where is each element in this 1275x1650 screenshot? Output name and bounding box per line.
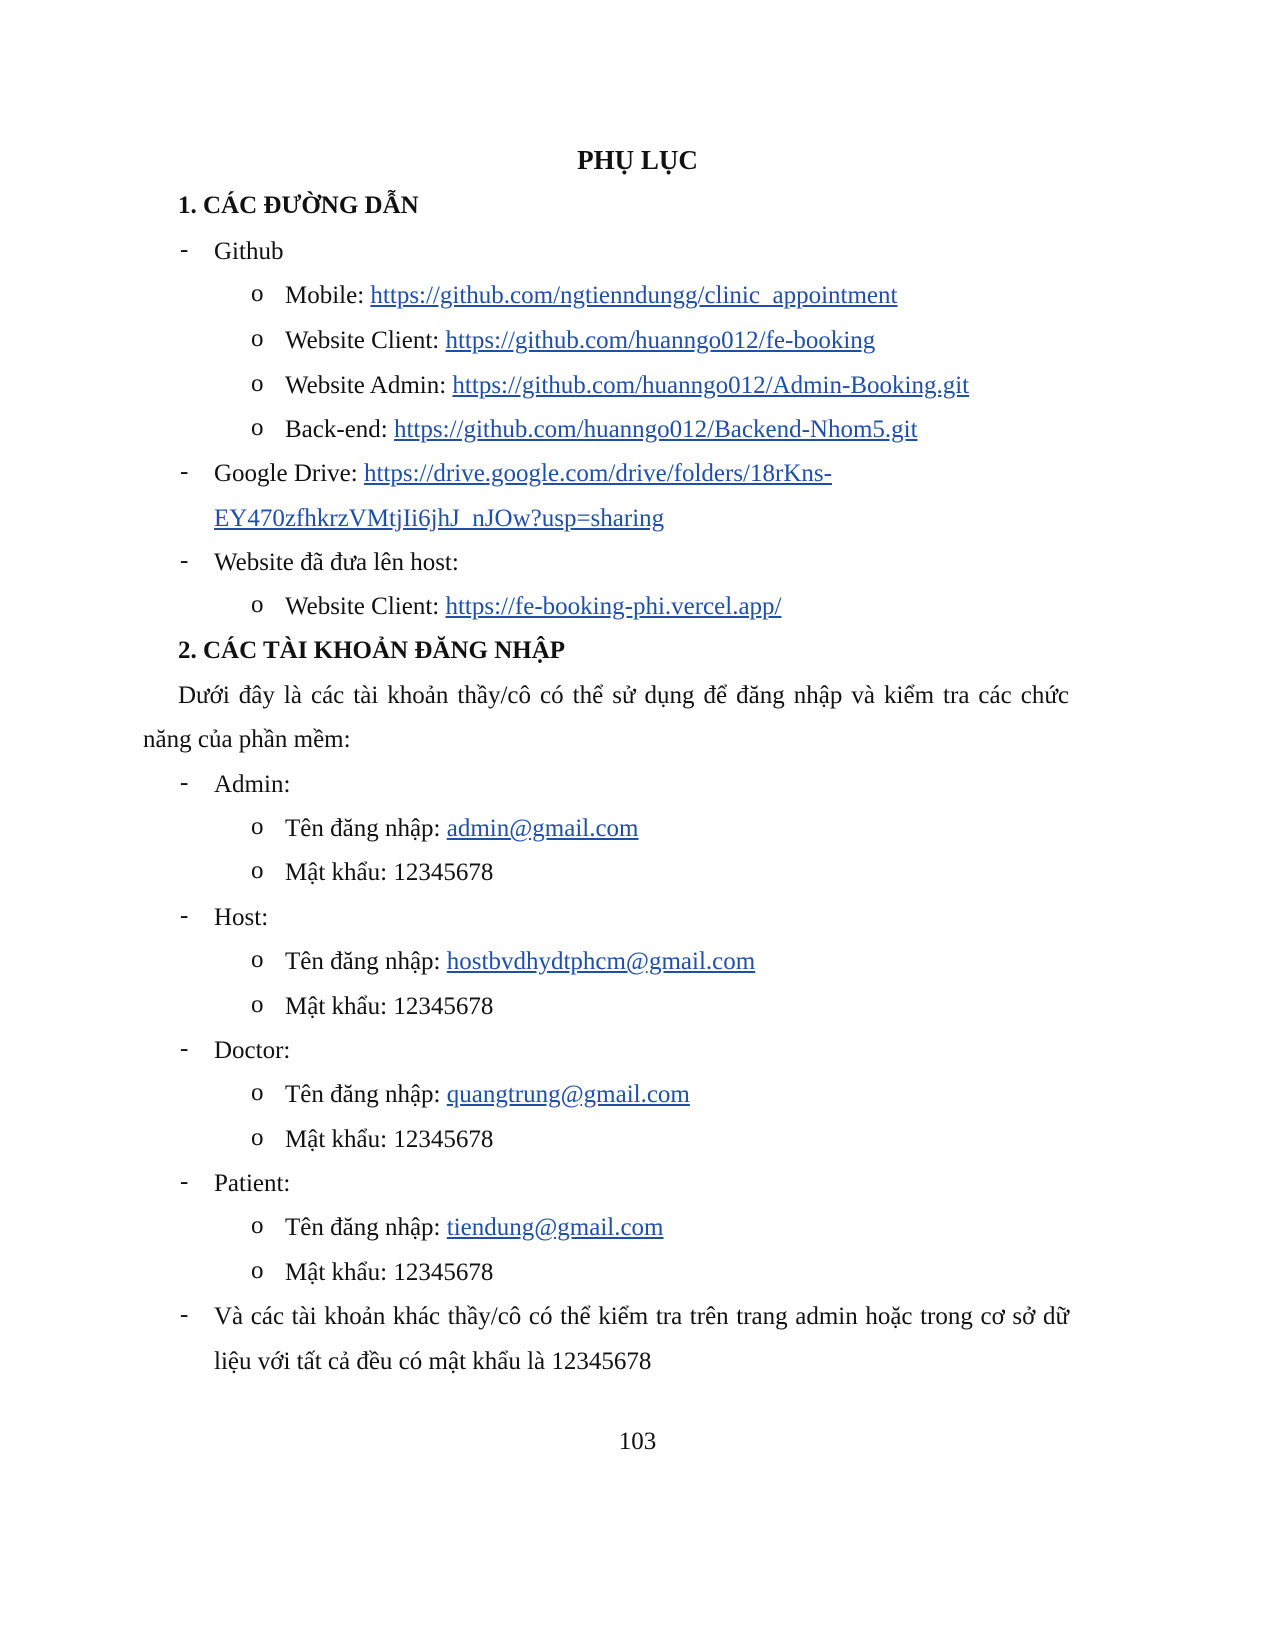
dash-marker: - <box>180 902 189 929</box>
link-label: Website Admin: <box>285 372 453 399</box>
github-client-link[interactable]: https://github.com/huanngo012/fe-booking <box>445 327 876 354</box>
page-title: PHỤ LỤC <box>577 145 698 175</box>
admin-email-link[interactable]: admin@gmail.com <box>446 815 639 842</box>
bullet-marker: o <box>251 1079 264 1106</box>
account-role-host: Host: <box>214 904 269 931</box>
hosted-client-link[interactable]: https://fe-booking-phi.vercel.app/ <box>445 593 782 620</box>
link-item-backend <box>285 414 918 446</box>
dash-marker: - <box>180 1301 189 1328</box>
note-text-line2: liệu với tất cả đều có mật khẩu là 12345678 <box>214 1348 652 1375</box>
section-heading-links: 1. CÁC ĐƯỜNG DẪN <box>178 192 419 219</box>
link-label: Website Client: <box>285 593 446 620</box>
section-heading-accounts: 2. CÁC TÀI KHOẢN ĐĂNG NHẬP <box>178 637 566 664</box>
username-label: Tên đăng nhập: <box>285 948 447 975</box>
page-number: 103 <box>618 1428 657 1455</box>
dash-marker: - <box>180 458 189 485</box>
drive-item <box>214 458 832 490</box>
drive-link-part2[interactable]: EY470zfhkrzVMtjIi6jhJ_nJOw?usp=sharing <box>214 505 665 532</box>
patient-email-link[interactable]: tiendung@gmail.com <box>446 1214 664 1241</box>
bullet-marker: o <box>251 946 264 973</box>
drive-label: Google Drive: <box>214 460 364 487</box>
dash-marker: - <box>180 769 189 796</box>
drive-link-part1[interactable]: https://drive.google.com/drive/folders/18rKns- <box>363 460 832 487</box>
account-password-admin: Mật khẩu: 12345678 <box>285 859 494 886</box>
bullet-marker: o <box>251 813 264 840</box>
bullet-marker: o <box>251 1124 264 1151</box>
account-password-patient: Mật khẩu: 12345678 <box>285 1259 494 1286</box>
account-username-patient <box>285 1212 664 1244</box>
bullet-marker: o <box>251 991 264 1018</box>
link-label: Mobile: <box>285 282 371 309</box>
link-item-hosted-client <box>285 591 782 623</box>
github-mobile-link[interactable]: https://github.com/ngtienndungg/clinic_appointment <box>370 282 898 309</box>
dash-marker: - <box>180 547 189 574</box>
username-label: Tên đăng nhập: <box>285 815 447 842</box>
intro-text-line2: năng của phần mềm: <box>143 726 351 753</box>
bullet-marker: o <box>251 1257 264 1284</box>
hosted-label: Website đã đưa lên host: <box>214 549 459 576</box>
dash-marker: - <box>180 1168 189 1195</box>
host-email-link[interactable]: hostbvdhydtphcm@gmail.com <box>446 948 756 975</box>
username-label: Tên đăng nhập: <box>285 1081 447 1108</box>
dash-marker: - <box>180 236 189 263</box>
bullet-marker: o <box>251 414 264 441</box>
account-password-doctor: Mật khẩu: 12345678 <box>285 1126 494 1153</box>
link-item-mobile <box>285 280 897 312</box>
account-password-host: Mật khẩu: 12345678 <box>285 993 494 1020</box>
link-label: Website Client: <box>285 327 446 354</box>
bullet-marker: o <box>251 280 264 307</box>
bullet-marker: o <box>251 325 264 352</box>
bullet-marker: o <box>251 591 264 618</box>
dash-marker: - <box>180 1035 189 1062</box>
account-username-admin <box>285 813 639 845</box>
bullet-marker: o <box>251 1212 264 1239</box>
github-backend-link[interactable]: https://github.com/huanngo012/Backend-Nhom5.git <box>393 416 918 443</box>
account-username-doctor <box>285 1079 690 1111</box>
account-role-doctor: Doctor: <box>214 1037 291 1064</box>
link-item-website-client <box>285 325 875 357</box>
drive-link-continued <box>214 503 664 535</box>
account-username-host <box>285 946 755 978</box>
account-role-patient: Patient: <box>214 1170 291 1197</box>
link-label: Back-end: <box>285 416 394 443</box>
doctor-email-link[interactable]: quangtrung@gmail.com <box>446 1081 690 1108</box>
bullet-marker: o <box>251 857 264 884</box>
bullet-marker: o <box>251 370 264 397</box>
note-text-line1: Và các tài khoản khác thầy/cô có thể kiểm tra trên trang admin hoặc trong cơ sở dữ <box>214 1303 1069 1330</box>
intro-text-line1: Dưới đây là các tài khoản thầy/cô có thể sử dụng để đăng nhập và kiểm tra các chức <box>178 682 1069 709</box>
account-role-admin: Admin: <box>214 771 291 798</box>
link-item-website-admin <box>285 370 969 402</box>
username-label: Tên đăng nhập: <box>285 1214 447 1241</box>
github-label: Github <box>214 238 284 265</box>
github-admin-link[interactable]: https://github.com/huanngo012/Admin-Booking.git <box>452 372 970 399</box>
